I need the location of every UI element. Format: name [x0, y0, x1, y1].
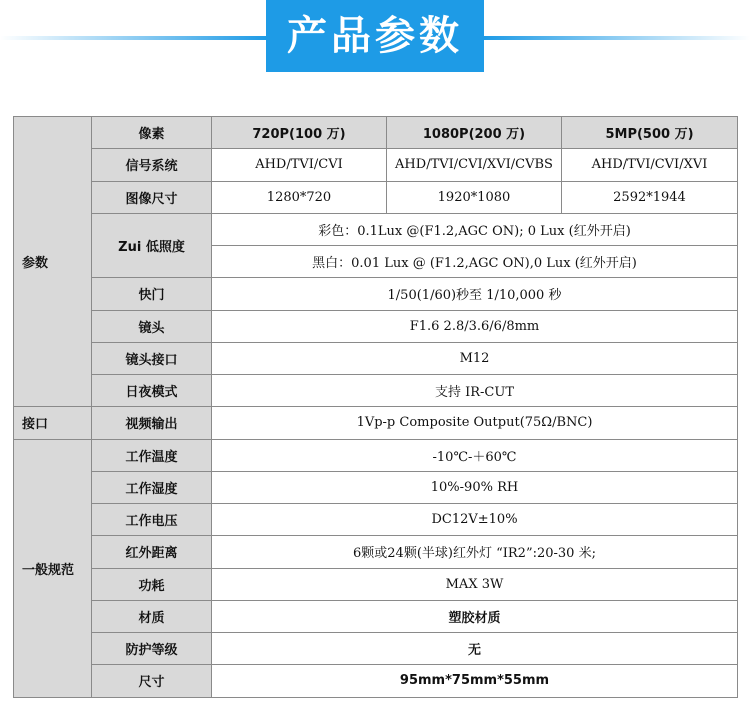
table-row — [14, 536, 738, 568]
table-cell: M12 — [212, 342, 738, 374]
table-row — [14, 633, 738, 665]
row-label: 像素 — [92, 117, 212, 149]
table-row — [14, 439, 738, 471]
column-header: 1080P(200 万) — [387, 117, 562, 149]
table-cell: 塑胶材质 — [212, 600, 738, 632]
row-label: Zui 低照度 — [92, 213, 212, 278]
table-cell: 彩色：0.1Lux @(F1.2,AGC ON); 0 Lux (红外开启) — [212, 213, 738, 245]
table-cell: AHD/TVI/CVI/XVI — [562, 149, 738, 181]
table-cell: 1280*720 — [212, 181, 387, 213]
table-row — [14, 568, 738, 600]
table-cell: F1.6 2.8/3.6/6/8mm — [212, 310, 738, 342]
group-label: 接口 — [14, 407, 92, 439]
column-header: 720P(100 万) — [212, 117, 387, 149]
row-label: 镜头接口 — [92, 342, 212, 374]
page-title: 产品参数 — [266, 0, 484, 72]
table-cell: 无 — [212, 633, 738, 665]
table-row — [14, 600, 738, 632]
table-cell: 2592*1944 — [562, 181, 738, 213]
row-label: 镜头 — [92, 310, 212, 342]
table-row — [14, 117, 738, 149]
group-label: 参数 — [14, 117, 92, 407]
row-label: 功耗 — [92, 568, 212, 600]
table-cell: AHD/TVI/CVI — [212, 149, 387, 181]
table-row — [14, 278, 738, 310]
row-label: 日夜模式 — [92, 375, 212, 407]
table-cell: 1920*1080 — [387, 181, 562, 213]
row-label: 信号系统 — [92, 149, 212, 181]
table-row — [14, 149, 738, 181]
table-cell: MAX 3W — [212, 568, 738, 600]
table-cell: 1/50(1/60)秒至 1/10,000 秒 — [212, 278, 738, 310]
column-header: 5MP(500 万) — [562, 117, 738, 149]
row-label: 图像尺寸 — [92, 181, 212, 213]
row-label: 快门 — [92, 278, 212, 310]
table-row — [14, 213, 738, 245]
table-row — [14, 504, 738, 536]
row-label: 视频输出 — [92, 407, 212, 439]
header-line-right — [484, 36, 750, 40]
table-cell: -10℃-＋60℃ — [212, 439, 738, 471]
table-row — [14, 407, 738, 439]
table-row — [14, 342, 738, 374]
table-cell: AHD/TVI/CVI/XVI/CVBS — [387, 149, 562, 181]
header-banner — [0, 0, 750, 90]
group-label: 一般规范 — [14, 439, 92, 697]
row-label: 工作温度 — [92, 439, 212, 471]
row-label: 防护等级 — [92, 633, 212, 665]
table-cell: 黑白：0.01 Lux @ (F1.2,AGC ON),0 Lux (红外开启) — [212, 246, 738, 278]
table-cell: 6颗或24颗(半球)红外灯 “IR2”:20-30 米; — [212, 536, 738, 568]
table-row — [14, 181, 738, 213]
spec-table — [13, 116, 738, 698]
table-row — [14, 665, 738, 697]
row-label: 材质 — [92, 600, 212, 632]
row-label: 尺寸 — [92, 665, 212, 697]
table-cell: 10%-90% RH — [212, 471, 738, 503]
table-cell: 支持 IR-CUT — [212, 375, 738, 407]
table-cell: 1Vp-p Composite Output(75Ω/BNC) — [212, 407, 738, 439]
row-label: 红外距离 — [92, 536, 212, 568]
table-cell: DC12V±10% — [212, 504, 738, 536]
table-row — [14, 310, 738, 342]
row-label: 工作湿度 — [92, 471, 212, 503]
row-label: 工作电压 — [92, 504, 212, 536]
table-row — [14, 375, 738, 407]
header-line-left — [0, 36, 266, 40]
table-cell: 95mm*75mm*55mm — [212, 665, 738, 697]
table-row — [14, 471, 738, 503]
